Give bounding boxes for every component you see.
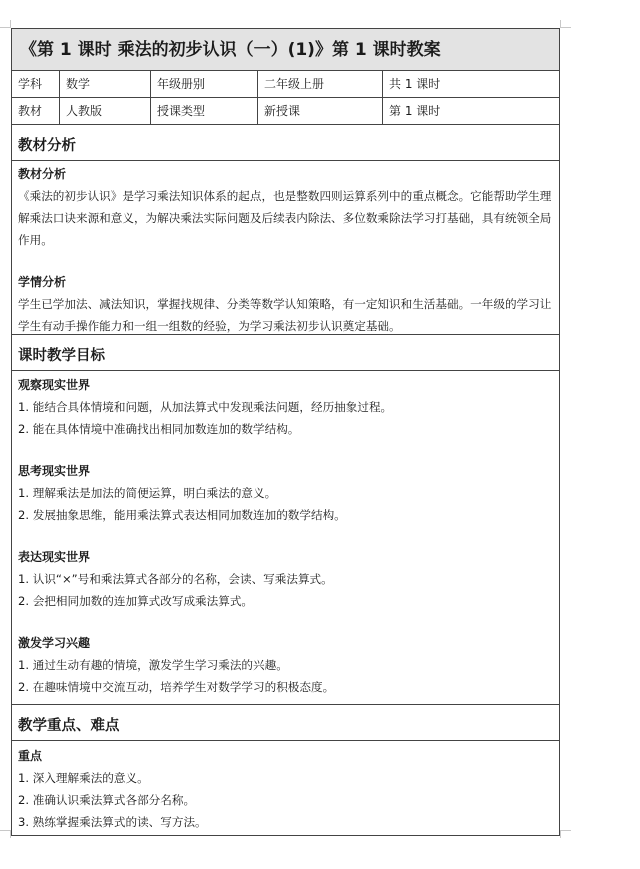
paragraph: 《乘法的初步认识》是学习乘法知识体系的起点，也是整数四则运算系列中的重点概念。它能帮助学生理解乘法口诀来源和意义，为解决乘法实际问题及后续表内除法、多位数乘除法学习打基础，具有统领全局作用。	[18, 189, 552, 247]
subheading: 重点	[18, 749, 43, 763]
meta-cell: 学科	[12, 71, 60, 97]
crop-mark	[10, 20, 11, 28]
subheading: 教材分析	[18, 167, 67, 181]
meta-cell: 年级册别	[151, 71, 258, 97]
subheading: 观察现实世界	[18, 378, 91, 392]
section-body-analysis	[12, 161, 559, 335]
crop-mark	[0, 27, 10, 28]
list-item: 1. 深入理解乘法的意义。	[18, 771, 149, 785]
list-item: 2. 准确认识乘法算式各部分名称。	[18, 793, 196, 807]
meta-cell: 新授课	[258, 98, 383, 124]
meta-cell: 二年级上册	[258, 71, 383, 97]
section-heading-goals: 课时教学目标	[12, 335, 559, 371]
list-item: 1. 通过生动有趣的情境，激发学生学习乘法的兴趣。	[18, 658, 288, 672]
list-item: 3. 熟练掌握乘法算式的读、写方法。	[18, 815, 207, 829]
lesson-plan-table	[11, 28, 560, 836]
list-item: 2. 发展抽象思维，能用乘法算式表达相同加数连加的数学结构。	[18, 508, 346, 522]
list-item: 2. 在趣味情境中交流互动，培养学生对数学学习的积极态度。	[18, 680, 335, 694]
meta-cell: 授课类型	[151, 98, 258, 124]
subheading: 学情分析	[18, 275, 67, 289]
subheading: 表达现实世界	[18, 550, 91, 564]
meta-cell: 第 1 课时	[389, 104, 441, 118]
meta-cell: 教材	[12, 98, 60, 124]
crop-mark	[561, 27, 571, 28]
document-title: 《第 1 课时 乘法的初步认识（一）(1)》第 1 课时教案	[12, 29, 559, 71]
section-body-key-points	[12, 741, 559, 835]
meta-row-1	[12, 71, 559, 98]
paragraph: 学生已学加法、减法知识，掌握找规律、分类等数学认知策略，有一定知识和生活基础。一年级的学习让学生有动手操作能力和一组一组数的经验，为学习乘法初步认识奠定基础。	[18, 297, 552, 333]
meta-cell: 共 1 课时	[389, 77, 441, 91]
section-heading-key-points: 教学重点、难点	[12, 705, 559, 741]
meta-cell: 人教版	[60, 98, 151, 124]
crop-mark	[0, 830, 10, 831]
meta-row-2	[12, 98, 559, 125]
section-body-goals	[12, 371, 559, 705]
section-heading-analysis: 教材分析	[12, 125, 559, 161]
crop-mark	[561, 830, 571, 831]
list-item: 1. 能结合具体情境和问题，从加法算式中发现乘法问题，经历抽象过程。	[18, 400, 393, 414]
subheading: 激发学习兴趣	[18, 636, 91, 650]
list-item: 1. 理解乘法是加法的简便运算，明白乘法的意义。	[18, 486, 277, 500]
list-item: 2. 会把相同加数的连加算式改写成乘法算式。	[18, 594, 254, 608]
list-item: 1. 认识“×”号和乘法算式各部分的名称，会读、写乘法算式。	[18, 572, 333, 586]
crop-mark	[560, 830, 561, 838]
subheading: 思考现实世界	[18, 464, 91, 478]
meta-cell: 数学	[60, 71, 151, 97]
list-item: 2. 能在具体情境中准确找出相同加数连加的数学结构。	[18, 422, 300, 436]
